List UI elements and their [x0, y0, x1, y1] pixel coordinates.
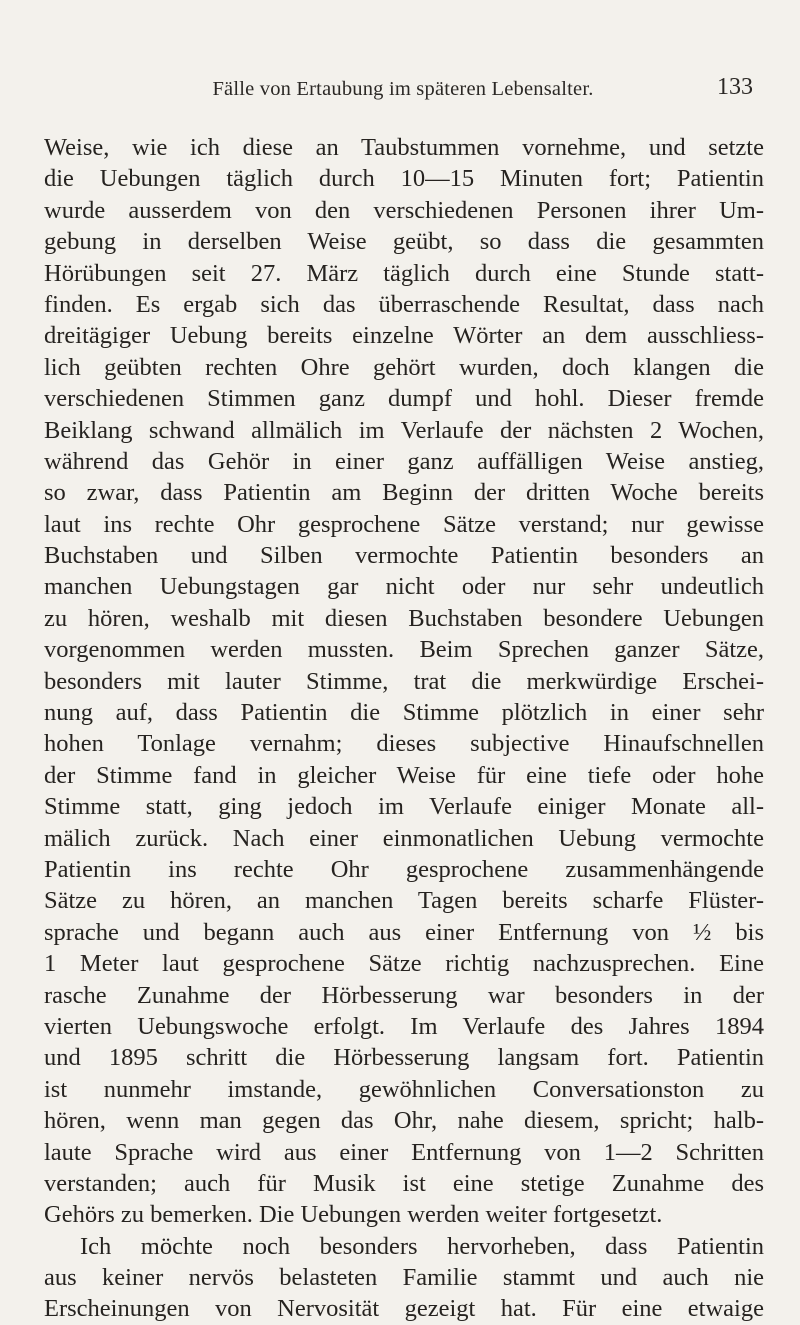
text-line: verschiedenen Stimmen ganz dumpf und hohl. Dieser fremde: [44, 385, 764, 413]
text-line: Weise, wie ich diese an Taubstummen vornehme, und setzte: [44, 134, 764, 161]
text-line: die Uebungen täglich durch 10—15 Minuten fort; Patientin: [44, 165, 764, 193]
text-line: ist nunmehr imstande, gewöhnlichen Conversationston zu: [44, 1075, 764, 1103]
text-line: dreitägiger Uebung bereits einzelne Wörter an dem ausschliess-: [44, 322, 764, 350]
text-line: sprache und begann auch aus einer Entfernung von ½ bis: [44, 918, 764, 946]
text-line: während das Gehör in einer ganz auffälligen Weise anstieg,: [44, 447, 764, 475]
text-line: Buchstaben und Silben vermochte Patientin besonders an: [44, 542, 764, 570]
text-line: Stimme statt, ging jedoch im Verlaufe einiger Monate all-: [44, 793, 764, 821]
text-line: laute Sprache wird aus einer Entfernung von 1—2 Schritten: [44, 1138, 764, 1166]
text-line: Gehörs zu bemerken. Die Uebungen werden weiter fortgesetzt.: [44, 1201, 663, 1229]
text-line: aus keiner nervös belasteten Familie stammt und auch nie: [44, 1264, 764, 1292]
text-line: vorgenommen werden mussten. Beim Sprechen ganzer Sätze,: [44, 636, 764, 664]
text-line: manchen Uebungstagen gar nicht oder nur sehr undeutlich: [44, 573, 764, 601]
text-line: mälich zurück. Nach einer einmonatlichen Uebung vermochte: [44, 824, 764, 852]
text-line: finden. Es ergab sich das überraschende Resultat, dass nach: [44, 290, 764, 318]
text-line: so zwar, dass Patientin am Beginn der dritten Woche bereits: [44, 479, 764, 507]
text-line: nung auf, dass Patientin die Stimme plötzlich in einer sehr: [44, 699, 764, 727]
text-line: zu hören, weshalb mit diesen Buchstaben besondere Uebungen: [44, 604, 764, 632]
text-line: gebung in derselben Weise geübt, so dass die gesammten: [44, 228, 764, 256]
text-line: lich geübten rechten Ohre gehört wurden, doch klangen die: [44, 353, 764, 381]
text-line: vierten Uebungswoche erfolgt. Im Verlaufe des Jahres 1894: [44, 1012, 764, 1040]
text-line: Beiklang schwand allmälich im Verlaufe der nächsten 2 Wochen,: [44, 416, 764, 444]
text-line: der Stimme fand in gleicher Weise für eine tiefe oder hohe: [44, 761, 764, 789]
text-line: 1 Meter laut gesprochene Sätze richtig nachzusprechen. Eine: [44, 950, 764, 978]
text-line: rasche Zunahme der Hörbesserung war besonders in der: [44, 981, 764, 1009]
text-line: hören, wenn man gegen das Ohr, nahe diesem, spricht; halb-: [44, 1107, 764, 1135]
running-head-title: Fälle von Ertaubung im späteren Lebensalter.: [212, 78, 594, 100]
text-line: und 1895 schritt die Hörbesserung langsam fort. Patientin: [44, 1044, 764, 1072]
text-line: wurde ausserdem von den verschiedenen Personen ihrer Um-: [44, 196, 764, 224]
text-line: Erscheinungen von Nervosität gezeigt hat. Für eine etwaige: [44, 1295, 764, 1323]
page-number: 133: [717, 74, 753, 100]
text-line: Hörübungen seit 27. März täglich durch eine Stunde statt-: [44, 259, 764, 287]
text-line: Patientin ins rechte Ohr gesprochene zusammenhängende: [44, 855, 764, 883]
text-line: Sätze zu hören, an manchen Tagen bereits scharfe Flüster-: [44, 887, 764, 915]
text-line: verstanden; auch für Musik ist eine stetige Zunahme des: [44, 1169, 764, 1197]
text-line: laut ins rechte Ohr gesprochene Sätze verstand; nur gewisse: [44, 510, 764, 538]
body-text: [44, 132, 764, 1325]
text-line: Ich möchte noch besonders hervorheben, dass Patientin: [80, 1232, 764, 1260]
text-line: hohen Tonlage vernahm; dieses subjective Hinaufschnellen: [44, 730, 764, 758]
text-line: besonders mit lauter Stimme, trat die merkwürdige Erschei-: [44, 667, 764, 695]
